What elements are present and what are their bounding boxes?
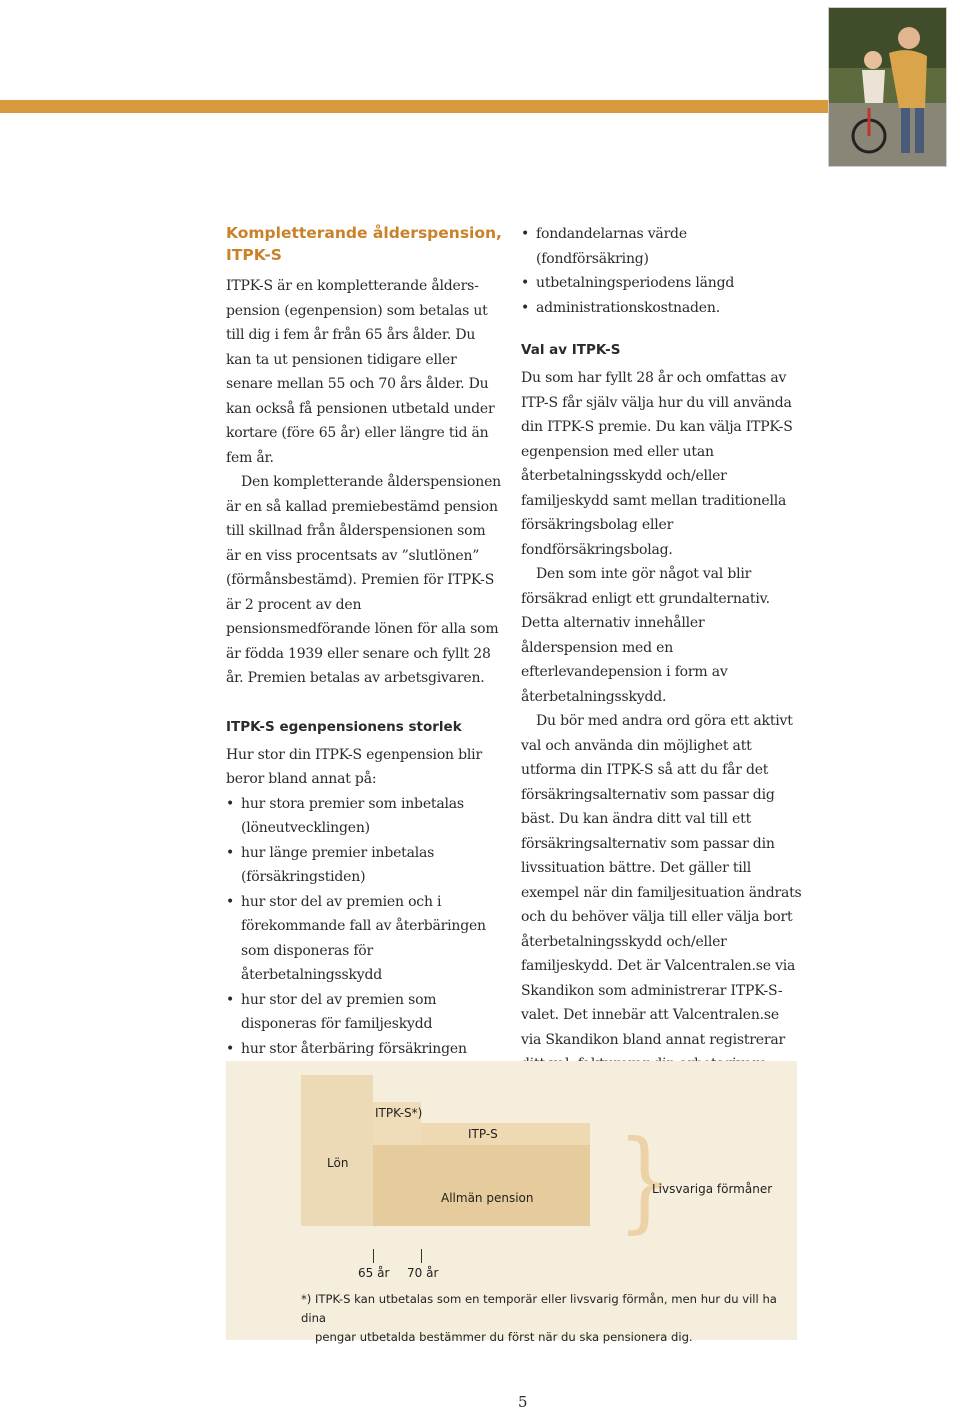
list-item: • administrationskostnaden.	[521, 296, 803, 321]
brace-icon: }	[617, 1116, 673, 1244]
list-item: • hur länge premier inbetalas (försäkringstiden)	[226, 841, 502, 890]
label-allman: Allmän pension	[441, 1191, 534, 1205]
tick-65	[373, 1249, 374, 1263]
list-item: • hur stor del av premien och i förekommande fall av återbäringen som disponeras för återbetalningsskydd	[226, 890, 502, 988]
label-70: 70 år	[407, 1266, 439, 1280]
photo-grandfather-child-bicycle	[828, 7, 947, 167]
subheading-val: Val av ITPK-S	[521, 342, 621, 358]
allman-pension-block	[373, 1145, 590, 1226]
label-livsvariga: Livsvariga förmåner	[652, 1182, 773, 1196]
val-paragraph: Du som har fyllt 28 år och omfattas av ITP-S får själv välja hur du vill använda din ITPK-S premie. Du kan välja ITPK-S egenpension med eller utan återbetalningsskydd och/eller familjeskydd samt mellan traditionella försäkringsbolag eller fondförsäkringsbolag.	[521, 370, 793, 558]
label-65: 65 år	[358, 1266, 390, 1280]
active-choice-paragraph: Du bör med andra ord göra ett aktivt val och använda din möjlighet att utforma din ITPK-S så att du får det försäkringsalternativ som passar dig bäst. Du kan ändra ditt val till ett försäkringsalternativ som passar din livssituation bättre. Det gäller till exempel när din familjesituation ändrats och du behöver välja till eller välja bort återbetalningsskydd och/eller familjeskydd. Det är Valcentralen.se via Skandikon som administrerar ITPK-S-valet. Det innebär att Valcentralen.se via Skandikon bland annat registrerar	[521, 713, 802, 1048]
section-heading: Kompletterande ålderspension, ITPK-S	[226, 224, 502, 264]
default-paragraph: Den som inte gör något val blir försäkrad enligt ett grundalternativ. Detta alternativ innehåller ålderspension med en efterlevandepension i form av återbetalningsskydd.	[521, 566, 770, 705]
list-item: • hur stor del av premien som disponeras för familjeskydd	[226, 988, 502, 1037]
factor-list-continued	[521, 222, 803, 320]
footnote-line-1: *) ITPK-S kan utbetalas som en temporär eller livsvarig förmån, men hur du vill ha dina	[301, 1292, 777, 1325]
intro-paragraph: ITPK-S är en kompletterande ålderspension (egenpension) som betalas ut till dig i fem år från 65 års ålder. Du kan ta ut pensionen tidigare eller senare mellan 55 och 70 års ålder. Du kan också få pensionen utbetald under kortare (före 65 år) eller längre tid än fem år.	[226, 278, 495, 466]
footnote	[301, 1290, 797, 1347]
factor-list	[226, 792, 502, 1086]
top-accent-bar	[0, 100, 828, 113]
list-item: • utbetalningsperiodens längd	[521, 271, 803, 296]
label-lon: Lön	[327, 1156, 349, 1170]
label-itpk: ITPK-S*)	[375, 1106, 423, 1120]
premium-paragraph: Den kompletterande ålderspensionen är en så kallad premiebestämd pension till skillnad från ålderspensionen som är en viss procentsats av ”slutlönen” (förmånsbestämd). Premien för ITPK-S är 2 procent av den pensionsmedförande lönen för alla som är födda 1939 eller senare och fyllt 28 år. Premien betalas av arbetsgivaren.	[226, 474, 501, 686]
label-itp: ITP-S	[468, 1127, 498, 1141]
lon-block	[301, 1075, 373, 1226]
list-item: • hur stora premier som inbetalas (löneutvecklingen)	[226, 792, 502, 841]
footnote-line-2: pengar utbetalda bestämmer du först när du ska pensionera dig.	[315, 1330, 693, 1344]
list-item: • fondandelarnas värde (fondförsäkring)	[521, 222, 803, 271]
page-number: 5	[518, 1393, 528, 1411]
pension-diagram	[226, 1061, 797, 1344]
subheading-storlek: ITPK-S egenpensionens storlek	[226, 718, 462, 735]
storlek-intro: Hur stor din ITPK-S egenpension blir beror bland annat på:	[226, 746, 482, 787]
list-item: • hur stor återbäring försäkringen	[226, 1037, 502, 1086]
right-column	[521, 222, 803, 1150]
tick-70	[421, 1249, 422, 1263]
left-column	[226, 222, 502, 1086]
